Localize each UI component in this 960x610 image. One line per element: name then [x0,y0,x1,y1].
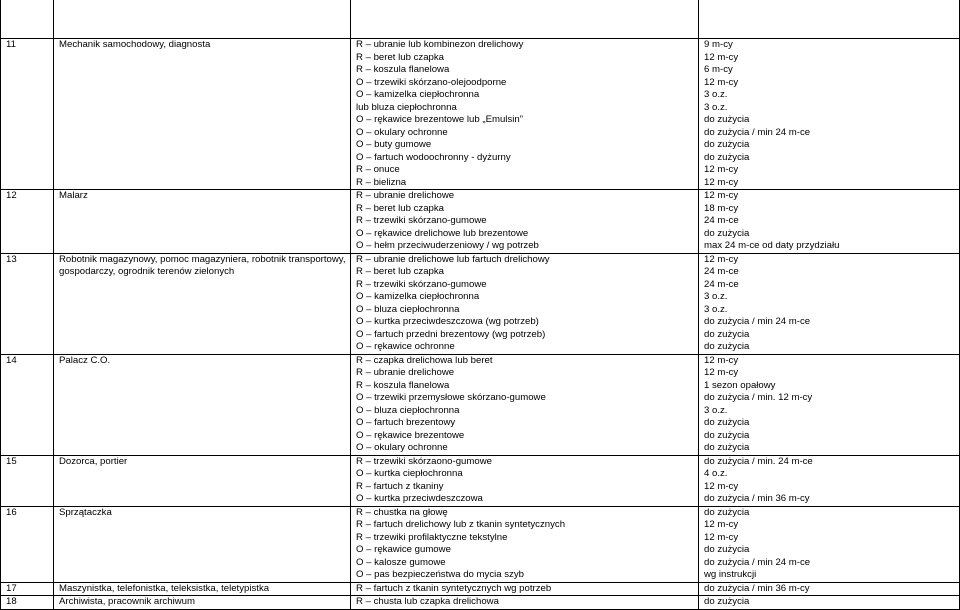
usage-period: 24 m-ce [704,278,739,290]
clothing-item: O – okulary ochronne [356,126,448,138]
clothing-item: R – trzewiki skórzaono-gumowe [356,455,492,467]
usage-period-cell [699,354,960,455]
usage-period-cell [699,582,960,596]
row-number: 16 [6,506,17,518]
job-title: Maszynistka, telefonistka, teleksistka, teletypistka [59,582,270,594]
usage-period: 12 m-cy [704,164,739,175]
clothing-item: O – fartuch przedni brezentowy (wg potrzeb) [356,328,546,340]
clothing-item: R – fartuch z tkaniny [356,480,444,492]
job-title: Mechanik samochodowy, diagnosta [59,39,211,50]
clothing-items-cell [351,354,699,455]
clothing-item: O – fartuch brezentowy [356,417,456,428]
usage-period: do zużycia / min 36 m-cy [704,582,810,594]
usage-period: 24 m-ce [704,215,739,226]
usage-period: wg instrukcji [704,569,757,580]
usage-period: do zużycia [704,417,750,428]
row-number: 18 [6,596,17,607]
clothing-item: O – trzewiki skórzano-olejoodporne [356,76,507,88]
clothing-item: R – ubranie drelichowe lub fartuch drelichowy [356,253,550,265]
usage-period: do zużycia [704,151,750,163]
usage-period: 9 m-cy [704,39,733,50]
clothing-item: R – koszula flanelowa [356,64,450,75]
table-row [1,39,960,190]
usage-period: 12 m-cy [704,190,739,201]
usage-period: 4 o.z. [704,468,728,479]
usage-period-cell [699,455,960,506]
clothing-item: O – kamizelka ciepłochronna [356,89,480,100]
table-row [1,190,960,254]
job-title-cell [54,354,351,455]
table-row [1,582,960,596]
usage-period: do zużycia / min 24 m-ce [704,556,811,568]
row-number: 15 [6,455,17,467]
usage-period-cell [699,253,960,354]
clothing-item: R – trzewiki profilaktyczne tekstylne [356,531,508,543]
job-title-cell [54,506,351,582]
clothing-item: O – rękawice drelichowe lub brezentowe [356,227,529,239]
clothing-items-cell [351,39,699,190]
usage-period: 12 m-cy [704,519,739,530]
clothing-items-cell [351,506,699,582]
usage-period: do zużycia [704,114,750,125]
table-row [1,354,960,455]
usage-period: 12 m-cy [704,367,739,378]
job-title: Sprzątaczka [59,506,112,518]
clothing-item: O – kalosze gumowe [356,556,446,568]
table-row [1,253,960,354]
usage-period: do zużycia [704,341,750,352]
clothing-item: O – bluza ciepłochronna [356,404,460,416]
clothing-item: R – fartuch drelichowy lub z tkanin syntetycznych [356,519,566,530]
row-number: 13 [6,253,17,265]
row-number-cell [1,253,54,354]
job-title-cell [54,190,351,254]
usage-period: 3 o.z. [704,101,728,113]
usage-period: 12 m-cy [704,531,739,543]
empty-cell [54,0,351,39]
row-number-cell [1,582,54,596]
clothing-item: R – trzewiki skórzano-gumowe [356,278,487,290]
usage-period: 12 m-cy [704,354,739,366]
usage-period: do zużycia [704,442,750,453]
clothing-items-cell [351,190,699,254]
clothing-item: O – trzewiki przemysłowe skórzano-gumowe [356,392,546,403]
job-title-cell [54,39,351,190]
usage-period-cell [699,506,960,582]
usage-period: 3 o.z. [704,89,728,100]
usage-period: do zużycia / min 36 m-cy [704,493,810,504]
usage-period-cell [699,190,960,254]
clothing-items-cell [351,455,699,506]
row-number-cell [1,39,54,190]
table-body [1,0,960,609]
usage-period: 6 m-cy [704,64,733,75]
usage-period: do zużycia / min 24 m-ce [704,316,811,327]
clothing-item: O – rękawice brezentowe [356,429,465,441]
job-title: Robotnik magazynowy, pomoc magazyniera, robotnik transportowy, [59,253,346,265]
usage-period: 12 m-cy [704,253,739,265]
usage-period: do zużycia [704,544,750,555]
clothing-item: O – rękawice gumowe [356,544,451,555]
usage-period: do zużycia [704,429,750,441]
clothing-item: O – kurtka ciepłochronna [356,468,463,479]
job-title-cell [54,253,351,354]
usage-period: 24 m-ce [704,266,739,277]
clothing-item: R – ubranie lub kombinezon drelichowy [356,39,524,50]
clothing-item: O – hełm przeciwuderzeniowy / wg potrzeb [356,240,539,251]
clothing-item: R – koszula flanelowa [356,379,450,391]
clothing-item: R – chusta lub czapka drelichowa [356,596,499,607]
usage-period: 12 m-cy [704,51,739,63]
usage-period: do zużycia [704,596,750,607]
row-number-cell [1,354,54,455]
clothing-item: O – bluza ciepłochronna [356,303,460,315]
row-number: 14 [6,354,17,366]
usage-period: do zużycia [704,227,750,239]
empty-cell [1,0,54,39]
clothing-item: R – beret lub czapka [356,266,444,277]
job-title: Archiwista, pracownik archiwum [59,596,195,607]
row-number: 17 [6,582,17,594]
clothing-item: R – onuce [356,164,400,175]
usage-period: 12 m-cy [704,176,739,188]
usage-period-cell [699,39,960,190]
usage-period: do zużycia [704,506,750,518]
clothing-item: O – okulary ochronne [356,442,448,453]
usage-period: 3 o.z. [704,303,728,315]
job-title: Dozorca, portier [59,455,128,467]
usage-period: do zużycia / min. 12 m-cy [704,392,813,403]
job-title: Malarz [59,190,88,201]
usage-period: max 24 m-ce od daty przydziału [704,240,840,251]
usage-period: do zużycia / min 24 m-ce [704,126,811,138]
clothing-item: R – ubranie drelichowe [356,190,455,201]
clothing-item: O – kurtka przeciwdeszczowa [356,493,483,504]
usage-period: 3 o.z. [704,291,728,302]
clothing-item: R – beret lub czapka [356,51,444,63]
usage-period: 18 m-cy [704,202,739,214]
row-number: 12 [6,190,17,201]
job-title: Palacz C.O. [59,354,111,366]
job-title: gospodarczy, ogrodnik terenów zielonych [59,266,235,277]
clothing-items-cell [351,582,699,596]
table-header-empty-row [1,0,960,39]
clothing-item: R – ubranie drelichowe [356,367,455,378]
clothing-item: R – chustka na głowę [356,506,448,518]
clothing-item: O – rękawice brezentowe lub „Emulsin” [356,114,523,125]
empty-cell [351,0,699,39]
empty-cell [699,0,960,39]
clothing-item: O – fartuch wodoochronny - dyżurny [356,151,511,163]
clothing-item: R – beret lub czapka [356,202,444,214]
clothing-items-cell [351,253,699,354]
table-row [1,455,960,506]
clothing-item: O – buty gumowe [356,139,432,150]
clothing-item: R – trzewiki skórzano-gumowe [356,215,487,226]
row-number-cell [1,506,54,582]
clothing-item: O – pas bezpieczeństwa do mycia szyb [356,569,524,580]
usage-period: 12 m-cy [704,480,739,492]
usage-period: 1 sezon opałowy [704,379,776,391]
clothing-item: R – bielizna [356,176,407,188]
row-number-cell [1,455,54,506]
row-number: 11 [6,39,16,50]
clothing-item: R – fartuch z tkanin syntetycznych wg potrzeb [356,582,552,594]
job-title-cell [54,582,351,596]
clothing-item: O – kamizelka ciepłochronna [356,291,480,302]
usage-period: 12 m-cy [704,76,739,88]
clothing-item: lub bluza ciepłochronna [356,101,457,113]
table-row [1,506,960,582]
job-title-cell [54,455,351,506]
clothing-item: R – czapka drelichowa lub beret [356,354,493,366]
usage-period: do zużycia / min. 24 m-ce [704,455,813,467]
usage-period: 3 o.z. [704,404,728,416]
clothing-item: O – kurtka przeciwdeszczowa (wg potrzeb) [356,316,539,327]
clothing-item: O – rękawice ochronne [356,341,455,352]
usage-period: do zużycia [704,328,750,340]
row-number-cell [1,190,54,254]
usage-period: do zużycia [704,139,750,150]
